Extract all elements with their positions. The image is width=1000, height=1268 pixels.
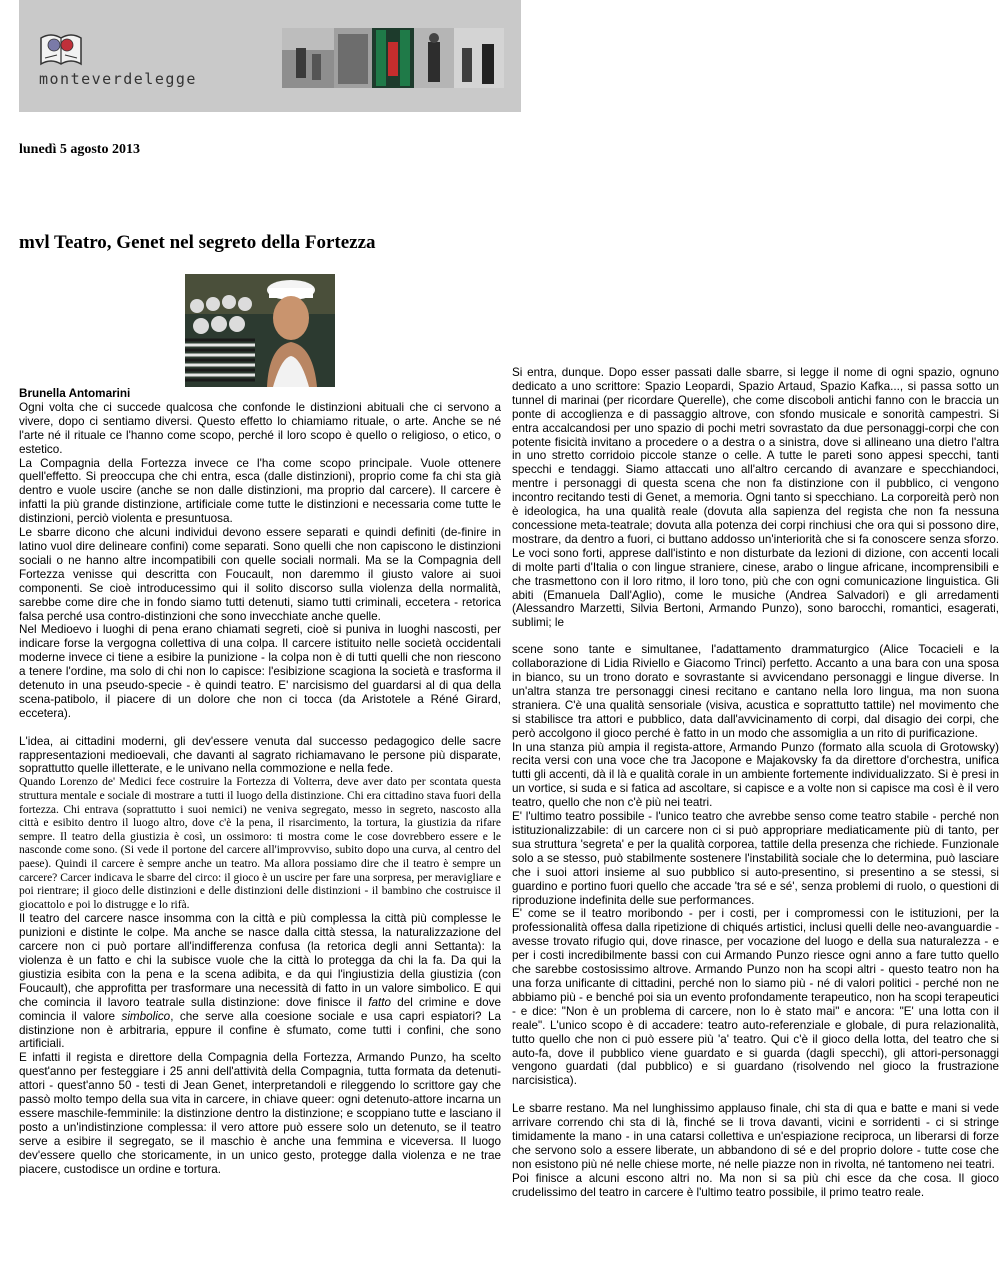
post-author: Brunella Antomarini xyxy=(19,387,131,400)
article-left-column xyxy=(19,387,501,1177)
article-right-column xyxy=(512,366,999,1199)
paragraph: Il teatro del carcere nasce insomma con la città e più complessa la città più complesse le punizioni e distinte le colpe. Ma anche se nasce dalla città stessa, la naturalizzazione del carcere non ci può portare all'indifferenza confusa (la retorica degli anni Settanta): la violenza è un fatto e chi la subisce vuole che la città lo protegga da chi la fa. Da qui la giustizia esibita con la pena e la scena adibita, e da qui l'ingiustizia della giustizia (con Foucault), che approfitta per trasformare una necessità di fatto in un valore simbolico. E qui che comincia il lavoro teatrale sulla distinzione: dove finisce il fatto del crimine e dove comincia il valore simbolico, che serve alla coesione sociale e usa capri espiatori? La distinzione non è arbitraria, eppure il confine è sfumato, come tutti i confini, che sono artificiali. xyxy=(19,912,501,1051)
emphasis: simbolico xyxy=(121,1009,171,1023)
paragraph: E infatti il regista e direttore della Compagnia della Fortezza, Armando Punzo, ha scelto quest'anno per festeggiare i 25 anni dell'attività della Compagnia, tutta formata da detenuti-attori - quest'anno 50 - testi di Jean Genet, interpretandoli e rileggendo lo scrittore gay che passò molto tempo della sua vita in carcere, in chiave queer: ogni detenuto-attore incarna un essere maschile-femminile: la distinzione dentro la distinzione; e scoppiano tutte e lasciano il posto a un'indistinzione complessa: il vero attore può essere solo un detenuto, se il teatro serve a esibire il segregato, se il maschio è anche una femmina e viceversa. Il luogo dev'essere quello che storicamente, in un unico gesto, protegge dalla violenza e ne trae piacere, custodisce un ordine e tortura. xyxy=(19,1051,501,1176)
blog-header xyxy=(19,0,521,112)
theatre-photos xyxy=(282,28,504,88)
post-title[interactable]: mvl Teatro, Genet nel segreto della Fortezza xyxy=(19,232,376,253)
paragraph: E' come se il teatro moribondo - per i costi, per i compromessi con le istituzioni, per la professionalità offesa dalla ripetizione di chiqués artistici, inclusi quelli delle neo-avanguardie - avesse trovato rifugio qui, dove rinasce, per vocazione del luogo e della sua naturalezza - e per i costi incredibilmente bassi con cui Armando Punzo riesce ogni anno a fare tutto quello che sarebbe costosissimo altrove. Armando Punzo non ha scopi altri - questo teatro non ha una forza unificante di cittadini, perché non lo siamo più - né di valori politici - perché non ne abbiamo più - e benché poi sia un evento profondamente terapeutico, non ha scopi terapeutici - e dice: "Non è un problema di carcere, non lo è stato mai" e ancora: "E' una lotta con il reale". L'unico scopo è di accadere: teatro auto-referenziale e globale, di pura relazionalità, tutto quello che non ci può essere più 'a' teatro. Qui c'è il gioco della lotta, del teatro che si auto-fa, dove il pubblico viene guardato e si guarda (dagli specchi), gli attori-personaggi vengono guardati (dal pubblico) e si guardano (risolvendo nel gioco la frustrazione narcisistica). xyxy=(512,907,999,1088)
paragraph: Le sbarre dicono che alcuni individui devono essere separati e quindi definiti (de-finire in latino vuol dire delineare confini) come separati. Sono quelli che non capiscono le distinzioni sociali o ne hanno altre incompatibili con quelle sociali normali. Ma se la Compagnia dell Fortezza venisse qui descritta con Foucault, non daremmo il giusto valore ai suoi componenti. Se cioè introducessimo qui il solito discorso sulla violenza della normalità, sarebbe come dire che in fondo siamo tutti detenuti, siamo tutti criminali, eccetera - retorica falsa perché usa contro-distinzioni che sono invecchiate anche quelle. xyxy=(19,526,501,623)
open-book-faces-icon[interactable] xyxy=(39,28,83,68)
post-date: lunedì 5 agosto 2013 xyxy=(19,142,140,157)
paragraph: E' l'ultimo teatro possibile - l'unico teatro che avrebbe senso come teatro stabile - perché non istituzionalizzabile: di un carcere non ci si può appropriare mediaticamente più di tanto, per sua struttura 'segreta' e per la qualità corporea, tattile della presenza che richiede. Funzionale solo a se stesso, può stabilmente sostenere l'instabilità sociale che lo determina, può lasciare che i suoi attori insieme al suo pubblico si auto-presentino, si presentino a se stessi, si guardino e portino fuori quello che accade 'tra sé e sé', senza problemi di ruolo, o questioni di riproduzione indefinita delle sue performances. xyxy=(512,810,999,907)
blog-logo-text[interactable]: monteverdelegge xyxy=(39,70,197,88)
paragraph: Le sbarre restano. Ma nel lunghissimo applauso finale, chi sta di qua e batte e mani si vede arrivare correndo chi sta di là, finché se li trova davanti, vicini e sorridenti - ci si stringe timidamente la mano - in una catarsi collettiva e un'espiazione reciproca, un liberarsi di forze che servono solo a essere liberate, un abbandono di sé e del proprio dolore - tutte cose che non esistono più né nelle chiese morte, né nelle piazze non in rivolta, né tantomeno nei teatri. xyxy=(512,1102,999,1171)
actor-sailor-hat-photo[interactable] xyxy=(185,274,335,387)
paragraph: Quando Lorenzo de' Medici fece costruire la Fortezza di Volterra, deve aver dato per scontata questa struttura mentale e sociale di mostrare a tutti il luogo della distinzione. Chi era cittadino stava fuori della fortezza. Chi entrava (soprattutto i suoi nemici) ne veniva segregato, messo in segreto, nascosto alla città e esibito dentro il luogo altro, dove c'è la pena, il risarcimento, la tortura, la giustizia da rifare sempre. Il teatro della giustizia è così, un ossimoro: ti mostra come le cose dovrebbero essere e le nasconde come sono. (Si vede il portone del carcere all'improvviso, subito dopo una curva, al centro del paese). Quindi il carcere è sempre anche un teatro. Ma allora possiamo dire che il teatro è sempre un carcere? Carcer indicava le sbarre del circo: il gioco è un uscire per fare una sorpresa, per meravigliare e poi rientrare; il gioco delle distinzioni e delle distinzioni delle distinzioni - il bambino che costruisce il giocattolo e poi lo distrugge e lo rifà. xyxy=(19,776,501,911)
paragraph: Poi finisce a alcuni escono altri no. Ma non si sa più chi esce da che cosa. Il gioco crudelissimo del teatro in carcere è l'ultimo teatro possibile, il primo teatro reale. xyxy=(512,1171,999,1199)
paragraph: scene sono tante e simultanee, l'adattamento drammaturgico (Alice Tocacieli e la collaborazione di Lidia Riviello e Giacomo Trinci) perfetto. Accanto a una bara con una sposa in bianco, su un trono dorato e sovrastante si avvicendano personaggi e lingue diverse. In un'altra stanza tre personaggi cinesi recitano e cantano nella loro lingua, ma non suona straniera. C'è una qualità sensoriale (visiva, acustica e soprattutto tattile) nel movimento che si stabilisce tra attori e pubblico, data dall'avvicinamento di corpi, dal disagio dei corpi, che però accolgono il gioco perché è fatto in un modo che assomiglia a un rito di purificazione. xyxy=(512,643,999,740)
emphasis: fatto xyxy=(368,995,392,1009)
paragraph: Nel Medioevo i luoghi di pena erano chiamati segreti, cioè si puniva in luoghi nascosti, per indicare forse la vergogna collettiva di una colpa. Il carcere istituito nelle società occidentali moderne invece ci tiene a esibire la punizione - la colpa non è di tutti quelli che non riescono a tenere l'ordine, ma solo di chi non lo capisce: l'esibizione scagiona la società e trasforma il detenuto in una pseudo-specie - è quindi teatro. E' narcisismo del guardarsi al di qua della scena-patibolo, il piacere di un dolore che non ci tocca (da Aristotele a Réné Girard, eccetera). xyxy=(19,623,501,720)
paragraph: Ogni volta che ci succede qualcosa che confonde le distinzioni abituali che ci servono a vivere, dopo ci sentiamo diversi. Questo effetto lo chiamiamo rituale, o arte. Anche se né l'arte né il rituale ce l'hanno come scopo, perché il loro scopo è quello o religioso, o etico, o estetico. xyxy=(19,400,501,456)
paragraph: Si entra, dunque. Dopo esser passati dalle sbarre, si legge il nome di ogni spazio, ognuno dedicato a uno scrittore: Spazio Leopardi, Spazio Artaud, Spazio Kafka..., si passa sotto un tunnel di marinai (per ricordare Querelle), che come discoboli antichi fanno con le braccia un ponte di accoglienza e di passaggio altrove, con sfondo musicale e sonorità campestri. Si entra accalcandosi per uno spazio di pochi metri sovrastato da due personaggi-corpi che con potente fisicità invitano a procedere o a destra o a sinistra, dove si allineano una dietro l'altra in uno stretto corridoio piccole stanze o celle. A tutte le pareti sono appesi specchi, tanti specchi e tendaggi. Siamo attaccati uno all'altro cercando di avanzare e specchiandoci, mentre i personaggi di questa scena che non fa distinzione con il pubblico, ci vengono incontro recitando testi di Genet, a memoria. Ogni tanto si specchiano. La corporeità però non è ideologica, ha una qualità reale (dovuta alla sapienza del regista che non fa nessuna concessione meta-teatrale; dovuta alla potenza dei corpi rinchiusi che ora qui si possono dire, mostrare, da dentro a fuori, ci buttano addosso un'interiorità che si fa conoscere senza sforzo. Le voci sono forti, apprese dall'istinto e non disturbate da lezioni di dizione, con accenti locali di molte parti d'Italia o con lingue straniere, cinese, arabo o lingue africane, incomprensibili e che trasmettono con il loro ritmo, il loro tono, più che con ogni comunicazione linguistica. Gli abiti (Emanuela Dall'Aglio), come le musiche (Andrea Salvadori) e gli arredamenti (Alessandro Marzetti, Silvia Bertoni, Armando Punzo), sono barocchi, romantici, esagerati, sublimi; le xyxy=(512,366,999,630)
paragraph: L'idea, ai cittadini moderni, gli dev'essere venuta dal successo pedagogico delle sacre rappresentazioni medioevali, che davanti al sagrato richiamavano le persone più disparate, soprattutto quelle illetterate, e le univano nella commozione e nella fede. xyxy=(19,734,501,776)
paragraph: In una stanza più ampia il regista-attore, Armando Punzo (formato alla scuola di Grotowsky) recita versi con una voce che tra Jacopone e Majakovsky fa da direttore d'orchestra, unifica tutti gli accenti, dà il là e qualità corale in un ambiente fortemente individualizzato. Si è presi in un vortice, si suda e si fatica ad ascoltare, si capisce e a volte non si capisce ma così è il vero teatro, quello che non c'è più nei teatri. xyxy=(512,740,999,810)
paragraph: La Compagnia della Fortezza invece ce l'ha come scopo principale. Vuole ottenere quell'effetto. Si preoccupa che chi entra, esca (dalle distinzioni), proprio come fa chi sta già dentro e vuole uscire (anche se non dalle distinzioni, ma proprio dal carcere). Il carcere è infatti la più grande distinzione, artificiale come tutte le distinzioni e necessaria come tutte le distinzioni, perciò violenta e presuntuosa. xyxy=(19,456,501,526)
